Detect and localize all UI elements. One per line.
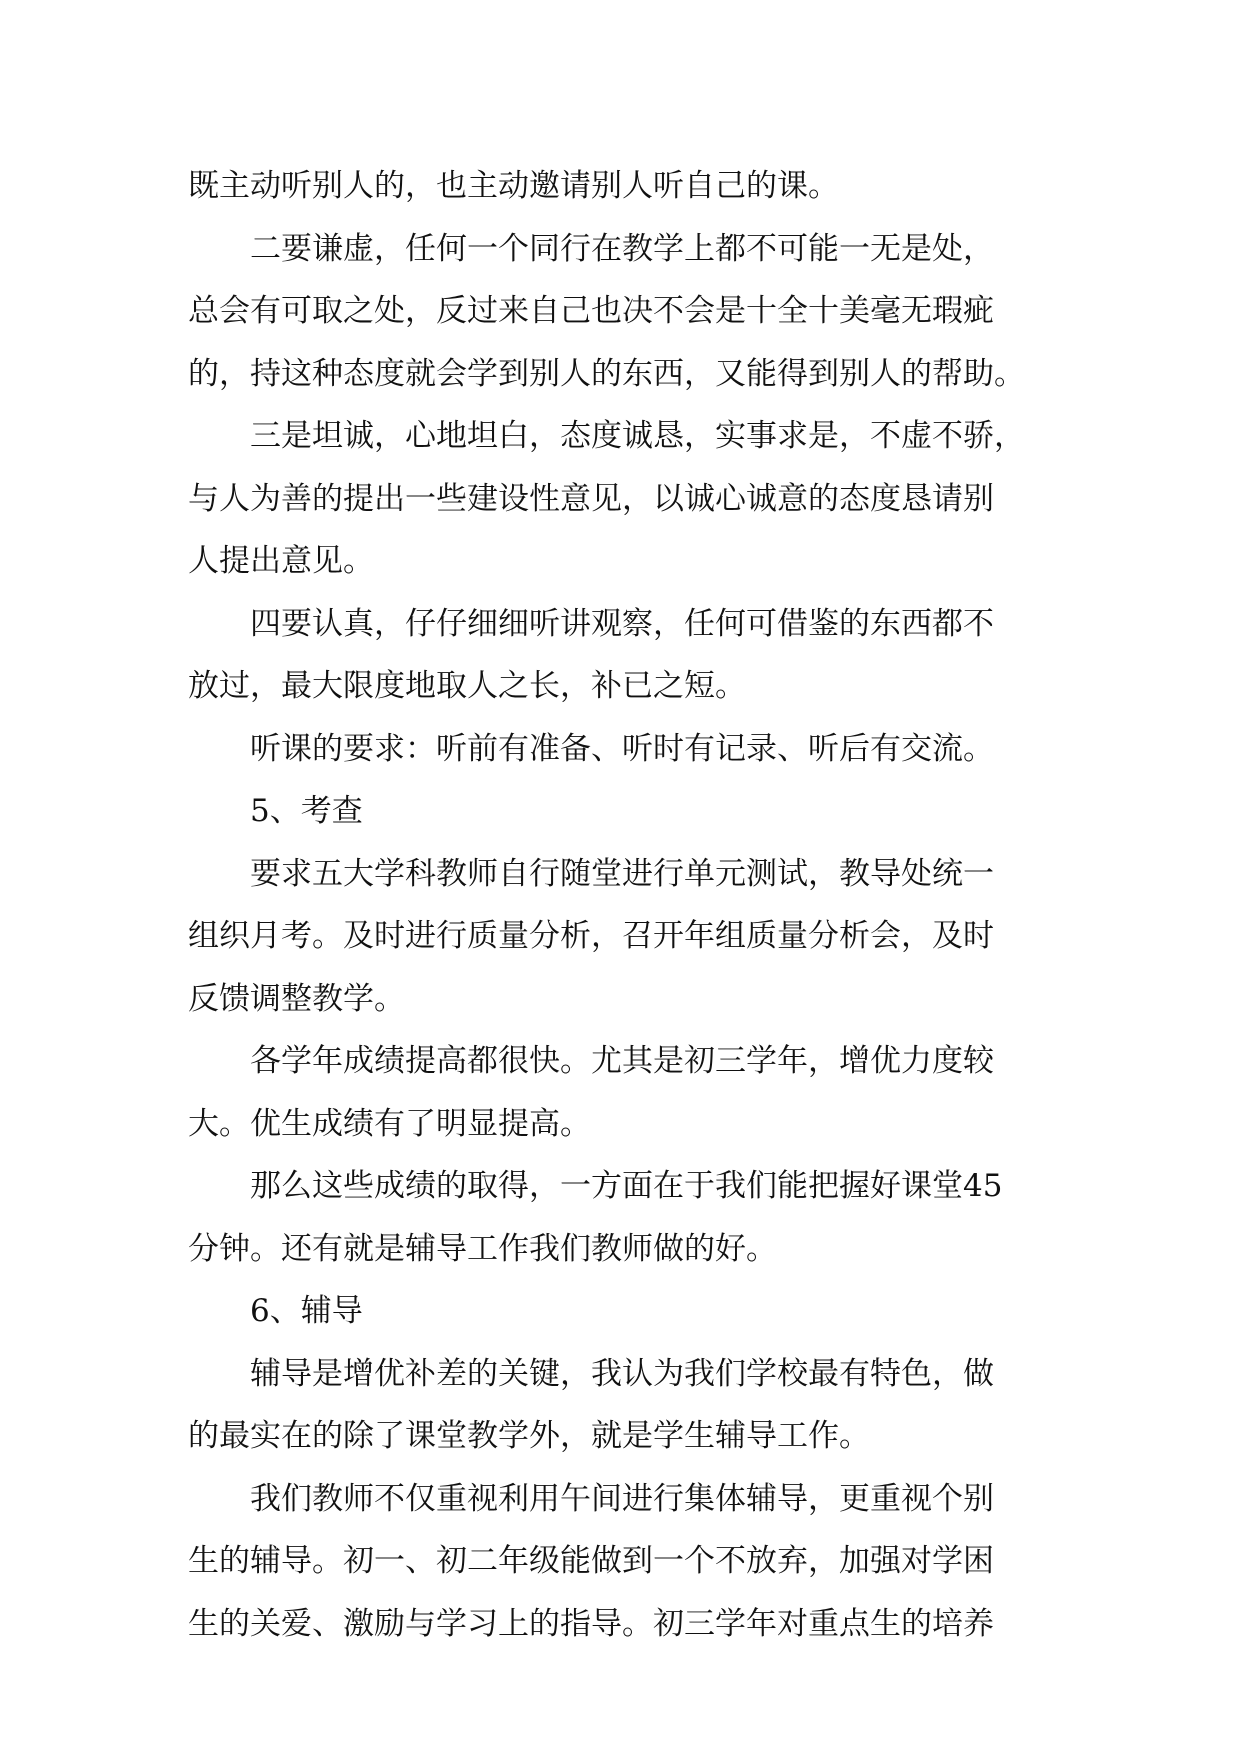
section-heading: 6、辅导: [250, 1293, 363, 1329]
text-line: 生的辅导。初一、初二年级能做到一个不放弃，加强对学困: [188, 1543, 994, 1579]
text-line: 三是坦诚，心地坦白，态度诚恳，实事求是，不虚不骄，: [250, 418, 1025, 454]
text-line: 既主动听别人的，也主动邀请别人听自己的课。: [188, 168, 839, 204]
text-line: 人提出意见。: [188, 543, 374, 579]
text-line: 各学年成绩提高都很快。尤其是初三学年，增优力度较: [250, 1043, 994, 1079]
body-text: [188, 155, 1088, 1655]
text-line: 我们教师不仅重视利用午间进行集体辅导，更重视个别: [250, 1480, 994, 1517]
text-line: 要求五大学科教师自行随堂进行单元测试，教导处统一: [250, 855, 994, 892]
text-line: 辅导是增优补差的关键，我认为我们学校最有特色，做: [250, 1355, 994, 1392]
text-line: 组织月考。及时进行质量分析，召开年组质量分析会，及时: [188, 918, 994, 954]
text-line: 放过，最大限度地取人之长，补已之短。: [188, 668, 746, 704]
text-line: 二要谦虚，任何一个同行在教学上都不可能一无是处，: [250, 230, 994, 267]
text-line: 分钟。还有就是辅导工作我们教师做的好。: [188, 1230, 777, 1267]
text-line: 四要认真，仔仔细细听讲观察，任何可借鉴的东西都不: [250, 605, 994, 642]
section-heading: 5、考查: [250, 793, 363, 829]
text-line: 大。优生成绩有了明显提高。: [188, 1105, 591, 1142]
text-line: 的，持这种态度就会学到别人的东西，又能得到别人的帮助。: [188, 355, 1025, 392]
text-line: 总会有可取之处，反过来自己也决不会是十全十美毫无瑕疵: [188, 293, 994, 329]
text-line: 听课的要求：听前有准备、听时有记录、听后有交流。: [250, 730, 994, 767]
text-line: 与人为善的提出一些建设性意见，以诚心诚意的态度恳请别: [188, 480, 994, 517]
text-line: 生的关爱、激励与学习上的指导。初三学年对重点生的培养: [188, 1605, 994, 1642]
text-line: 反馈调整教学。: [188, 980, 405, 1017]
text-line: 的最实在的除了课堂教学外，就是学生辅导工作。: [188, 1418, 870, 1454]
text-line: 那么这些成绩的取得，一方面在于我们能把握好课堂45: [250, 1168, 1003, 1204]
